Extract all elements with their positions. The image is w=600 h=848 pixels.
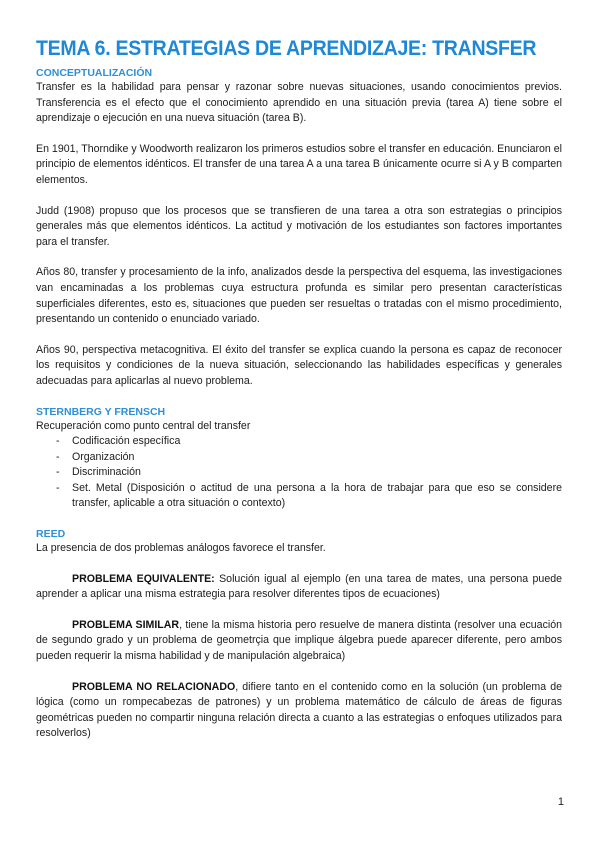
dash-bullet: - — [56, 450, 60, 463]
list-item — [56, 465, 562, 481]
dash-bullet: - — [56, 481, 60, 494]
term-problema-similar: PROBLEMA SIMILAR — [72, 618, 180, 631]
page-title: TEMA 6. ESTRATEGIAS DE APRENDIZAJE: TRANSFER — [36, 37, 537, 60]
list-item — [56, 450, 562, 466]
dash-bullet: - — [56, 466, 60, 479]
paragraph-thorndike: En 1901, Thorndike y Woodworth realizaron los primeros estudios sobre el transfer en educación. Enunciaron el principio de elementos idénticos. El transfer de una tarea A a una tarea B únicamente ocurre si A y B comparten elementos. — [36, 142, 562, 186]
paragraph-90s: Años 90, perspectiva metacognitiva. El éxito del transfer se explica cuando la persona es capaz de reconocer los requisitos y condiciones de la nueva situación, seleccionando las habilidades específicas y generales adecuadas para aplicarlas al nuevo problema. — [36, 343, 562, 387]
section-heading-conceptualizacion: CONCEPTUALIZACIÓN — [36, 67, 153, 79]
list-item — [56, 481, 562, 512]
sternberg-intro: Recuperación como punto central del transfer — [36, 419, 251, 432]
paragraph-problema-no-relacionado — [36, 680, 562, 742]
paragraph-80s: Años 80, transfer y procesamiento de la info, analizados desde la perspectiva del esquema, las investigaciones van encaminadas a los problemas cuya estructura profunda es similar pero presentan características superficiales diferentes, esto es, situaciones que pueden ser resueltas o tratadas con el mismo procedimiento, presentando un contenido o enunciado variado. — [36, 266, 562, 326]
list-item-text: Set. Metal (Disposición o actitud de una persona a la hora de trabajar para que eso se considere transfer, aplicable a otra situación o contexto) — [72, 481, 562, 510]
problema-similar-text: , tiene la misma historia pero resuelve de manera distinta (resolver una ecuación de segundo grado y un problema de geometrçia que implique álgebra puede aparecer diferente, pero ambos pueden requerir la misma habilidad y de manipulación algebraica) — [36, 618, 562, 663]
section-heading-reed: REED — [36, 528, 66, 541]
sternberg-list — [36, 434, 562, 512]
document-page — [36, 36, 562, 742]
list-item-text: Discriminación — [72, 466, 141, 479]
section-heading-sternberg: STERNBERG Y FRENSCH — [36, 405, 166, 418]
list-item — [56, 434, 562, 450]
term-problema-no-relacionado: PROBLEMA NO RELACIONADO — [72, 680, 236, 693]
term-problema-equivalente: PROBLEMA EQUIVALENTE: — [72, 572, 215, 585]
problema-equivalente-text: Solución igual al ejemplo (en una tarea de mates, una persona puede aprender a aplicar una misma estrategia para resolver diferentes tipos de ecuaciones) — [36, 572, 562, 601]
paragraph-problema-equivalente — [36, 572, 562, 603]
dash-bullet: - — [56, 435, 60, 448]
paragraph-problema-similar — [36, 618, 562, 665]
list-item-text: Organización — [72, 450, 135, 463]
list-item-text: Codificación específica — [72, 435, 181, 448]
paragraph-judd: Judd (1908) propuso que los procesos que se transfieren de una tarea a otra son estrategias o principios generales más que elementos idénticos. La actitud y motivación de los estudiantes son factores importantes para el transfer. — [36, 204, 562, 248]
page-number: 1 — [557, 796, 564, 808]
reed-intro: La presencia de dos problemas análogos favorece el transfer. — [36, 542, 326, 555]
paragraph-definition: Transfer es la habilidad para pensar y razonar sobre nuevas situaciones, usando conocimientos previos. Transferencia es el efecto que el conocimiento aprendido en una situación previa (tarea A) tiene sobre el aprendizaje o ejecución en una nueva situación (tarea B). — [36, 81, 562, 125]
problema-no-relacionado-text: , difiere tanto en el contenido como en la solución (un problema de lógica (como un rompecabezas de patrones) y un problema matemático de cálculo de áreas de figuras geométricas pueden no compartir ninguna relación directa a cuanto a las estrategias o enfoques utilizados para resolverlos) — [36, 680, 562, 740]
